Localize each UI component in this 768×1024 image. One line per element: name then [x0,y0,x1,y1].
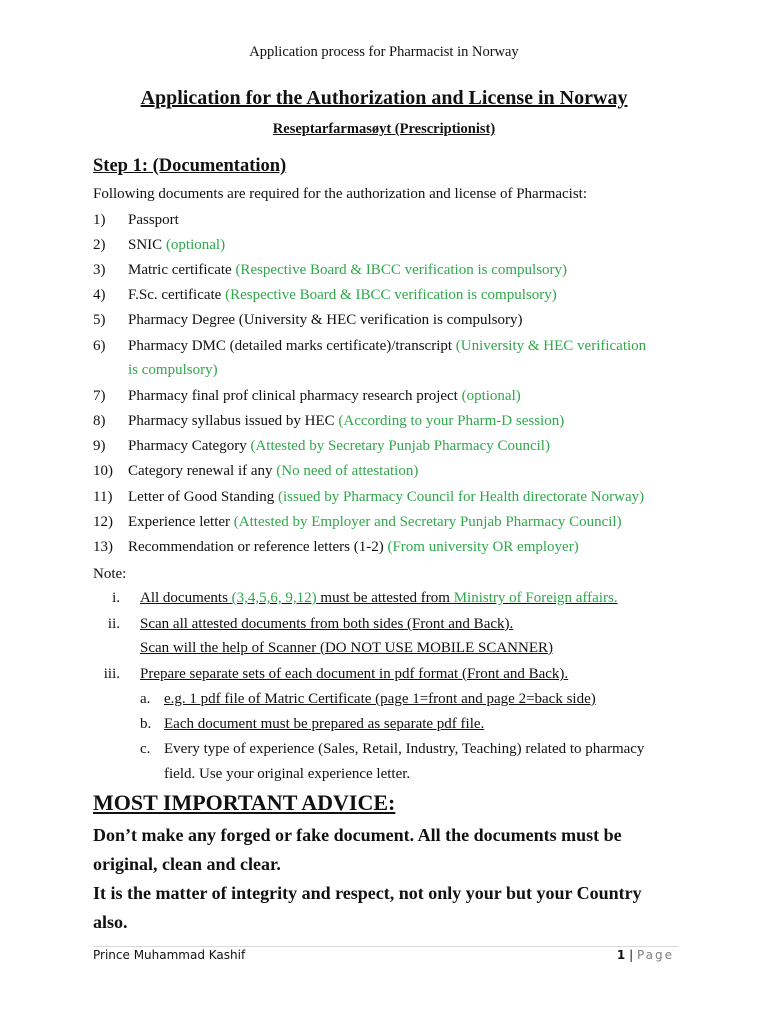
list-item: SNIC (optional) [128,237,226,253]
note-number: i. [112,590,120,606]
list-item: Pharmacy syllabus issued by HEC (According to your Pharm-D session) [128,413,565,429]
advice-text: also. [93,912,128,932]
list-item-number: 12) [93,514,113,530]
document-subtitle: Reseptarfarmasøyt (Prescriptionist) [272,121,496,137]
list-item: Experience letter (Attested by Employer and Secretary Punjab Pharmacy Council) [128,514,622,530]
list-item: Pharmacy final prof clinical pharmacy research project (optional) [128,388,521,404]
document-title: Application for the Authorization and License in Norway [140,87,628,109]
footer-author: Prince Muhammad Kashif [93,948,246,962]
list-item-number: 2) [93,237,106,253]
advice-heading: MOST IMPORTANT ADVICE: [93,790,396,815]
running-header: Application process for Pharmacist in Norway [249,44,519,60]
list-item: Pharmacy Category (Attested by Secretary Punjab Pharmacy Council) [128,438,550,454]
list-item: Matric certificate (Respective Board & IBCC verification is compulsory) [128,262,568,278]
subnote-letter: a. [140,691,151,707]
list-item: Pharmacy Degree (University & HEC verification is compulsory) [128,312,523,328]
list-item-number: 3) [93,262,106,278]
list-item-number: 9) [93,438,106,454]
note-item: Prepare separate sets of each document in pdf format (Front and Back). [140,666,569,682]
note-item: All documents (3,4,5,6, 9,12) must be attested from Ministry of Foreign affairs. [140,590,618,606]
list-item-number: 4) [93,287,106,303]
note-item-continuation: Scan will the help of Scanner (DO NOT USE MOBILE SCANNER) [140,640,554,656]
subnote-item: Each document must be prepared as separate pdf file. [164,716,485,732]
list-item: Pharmacy DMC (detailed marks certificate)/transcript (University & HEC verification [128,338,647,354]
list-item-number: 8) [93,413,106,429]
note-item: Scan all attested documents from both sides (Front and Back). [140,616,514,632]
list-item: Recommendation or reference letters (1-2) (From university OR employer) [128,539,579,555]
subnote-letter: b. [140,716,152,732]
list-item-continuation: is compulsory) [128,362,218,378]
note-number: iii. [103,666,120,682]
intro-text: Following documents are required for the authorization and license of Pharmacist: [93,186,588,202]
list-item: Category renewal if any (No need of attestation) [128,463,419,479]
advice-text: Don’t make any forged or fake document. All the documents must be [93,825,622,845]
subnote-item-continuation: field. Use your original experience letter. [164,766,411,782]
advice-text: It is the matter of integrity and respect, not only your but your Country [93,883,642,903]
footer-divider [93,946,678,947]
list-item-number: 7) [93,388,106,404]
advice-text: original, clean and clear. [93,854,281,874]
subnote-item: e.g. 1 pdf file of Matric Certificate (page 1=front and page 2=back side) [164,691,596,707]
list-item-number: 10) [93,463,113,479]
step-heading: Step 1: (Documentation) [93,156,287,176]
note-label: Note: [93,566,127,582]
list-item-number: 6) [93,338,106,354]
list-item-number: 5) [93,312,106,328]
subnote-item: Every type of experience (Sales, Retail, Industry, Teaching) related to pharmacy [164,741,645,757]
list-item-number: 11) [93,489,113,505]
page-number: 1 | Page [616,948,674,962]
subnote-letter: c. [140,741,151,757]
list-item: F.Sc. certificate (Respective Board & IBCC verification is compulsory) [128,287,557,303]
list-item-number: 1) [93,212,106,228]
note-number: ii. [107,616,120,632]
list-item-number: 13) [93,539,113,555]
list-item: Letter of Good Standing (issued by Pharmacy Council for Health directorate Norway) [128,489,645,505]
list-item: Passport [128,212,179,228]
